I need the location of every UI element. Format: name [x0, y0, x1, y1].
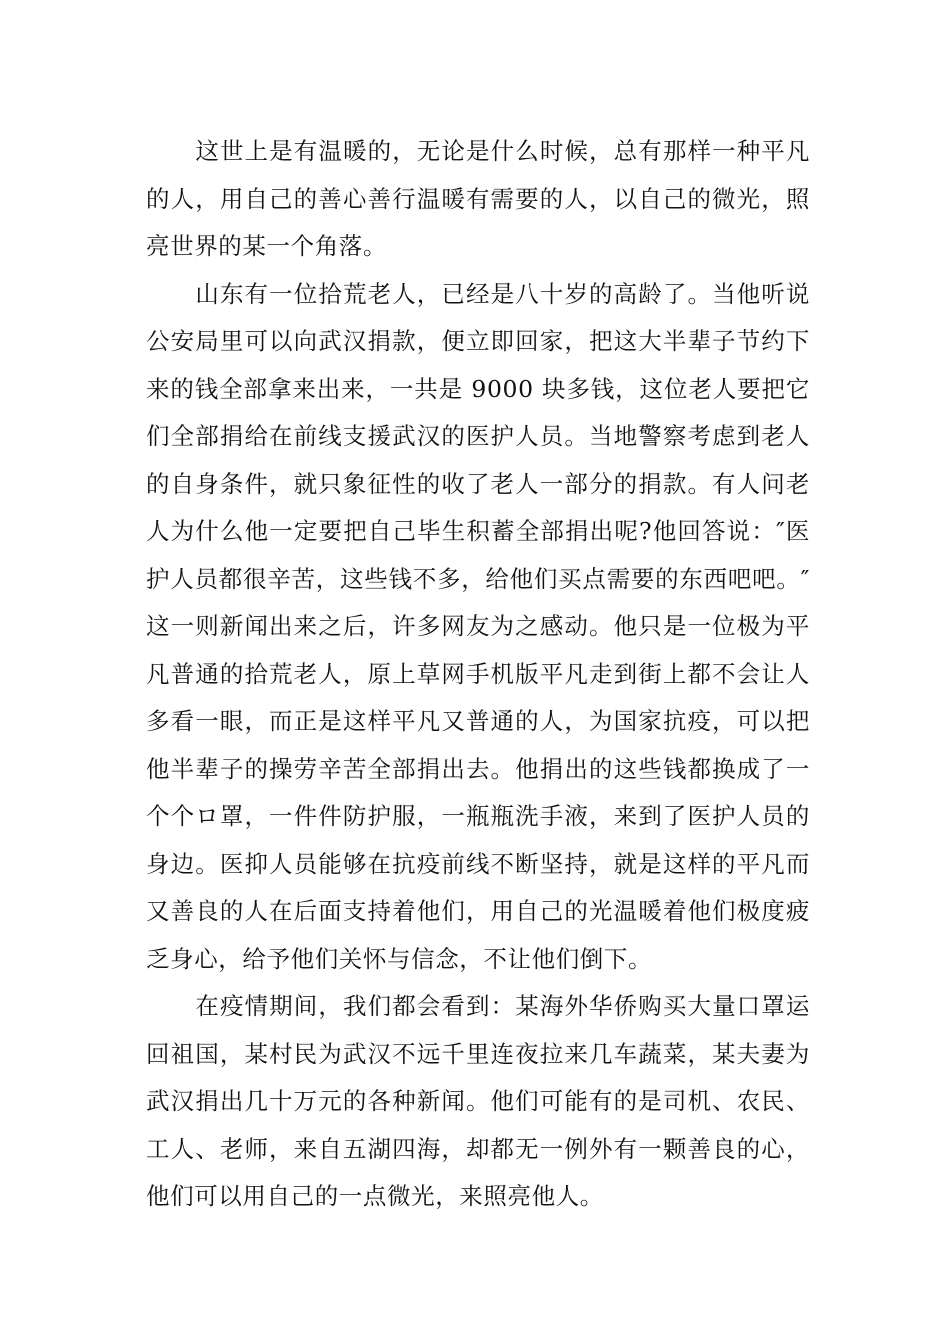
document-body: [146, 128, 810, 1221]
paragraph-2: 山东有一位拾荒老人，已经是八十岁的高龄了。当他听说公安局里可以向武汉捐款，便立即回家，把这大半辈子节约下来的钱全部拿来出来，一共是 9000 块多钱，这位老人要把它们全部捐给在前线支援武汉的医护人员。当地警察考虑到老人的自身条件，就只象征性的收了老人一部分的捐款。有人问老人为什么他一定要把自己毕生积蓄全部捐出呢?他回答说：″医护人员都很辛苦，这些钱不多，给他们买点需要的东西吧吧。″这一则新闻出来之后，许多网友为之感动。他只是一位极为平凡普通的拾荒老人，原上草网手机版平凡走到街上都不会让人多看一眼，而正是这样平凡又普通的人，为国家抗疫，可以把他半辈子的操劳辛苦全部捐出去。他捐出的这些钱都换成了一个个ロ罩，一件件防护服，一瓶瓶洗手液，来到了医护人员的身边。医抑人员能够在抗疫前线不断坚持，就是这样的平凡而又善良的人在后面支持着他们，用自己的光温暖着他们极度疲乏身心，给予他们关怀与信念，不让他们倒下。: [146, 279, 810, 973]
paragraph-3: 在疫情期间，我们都会看到：某海外华侨购买大量口罩运回祖国，某村民为武汉不远千里连夜拉来几车蔬菜，某夫妻为武汉捐出几十万元的各种新闻。他们可能有的是司机、农民、工人、老师，来自五湖四海，却都无一例外有一颗善良的心，他们可以用自己的一点微光，来照亮他人。: [146, 992, 810, 1210]
paragraph-1: 这世上是有温暖的，无论是什么时候，总有那样一种平凡的人，用自己的善心善行温暖有需要的人，以自己的微光，照亮世界的某一个角落。: [146, 137, 810, 260]
